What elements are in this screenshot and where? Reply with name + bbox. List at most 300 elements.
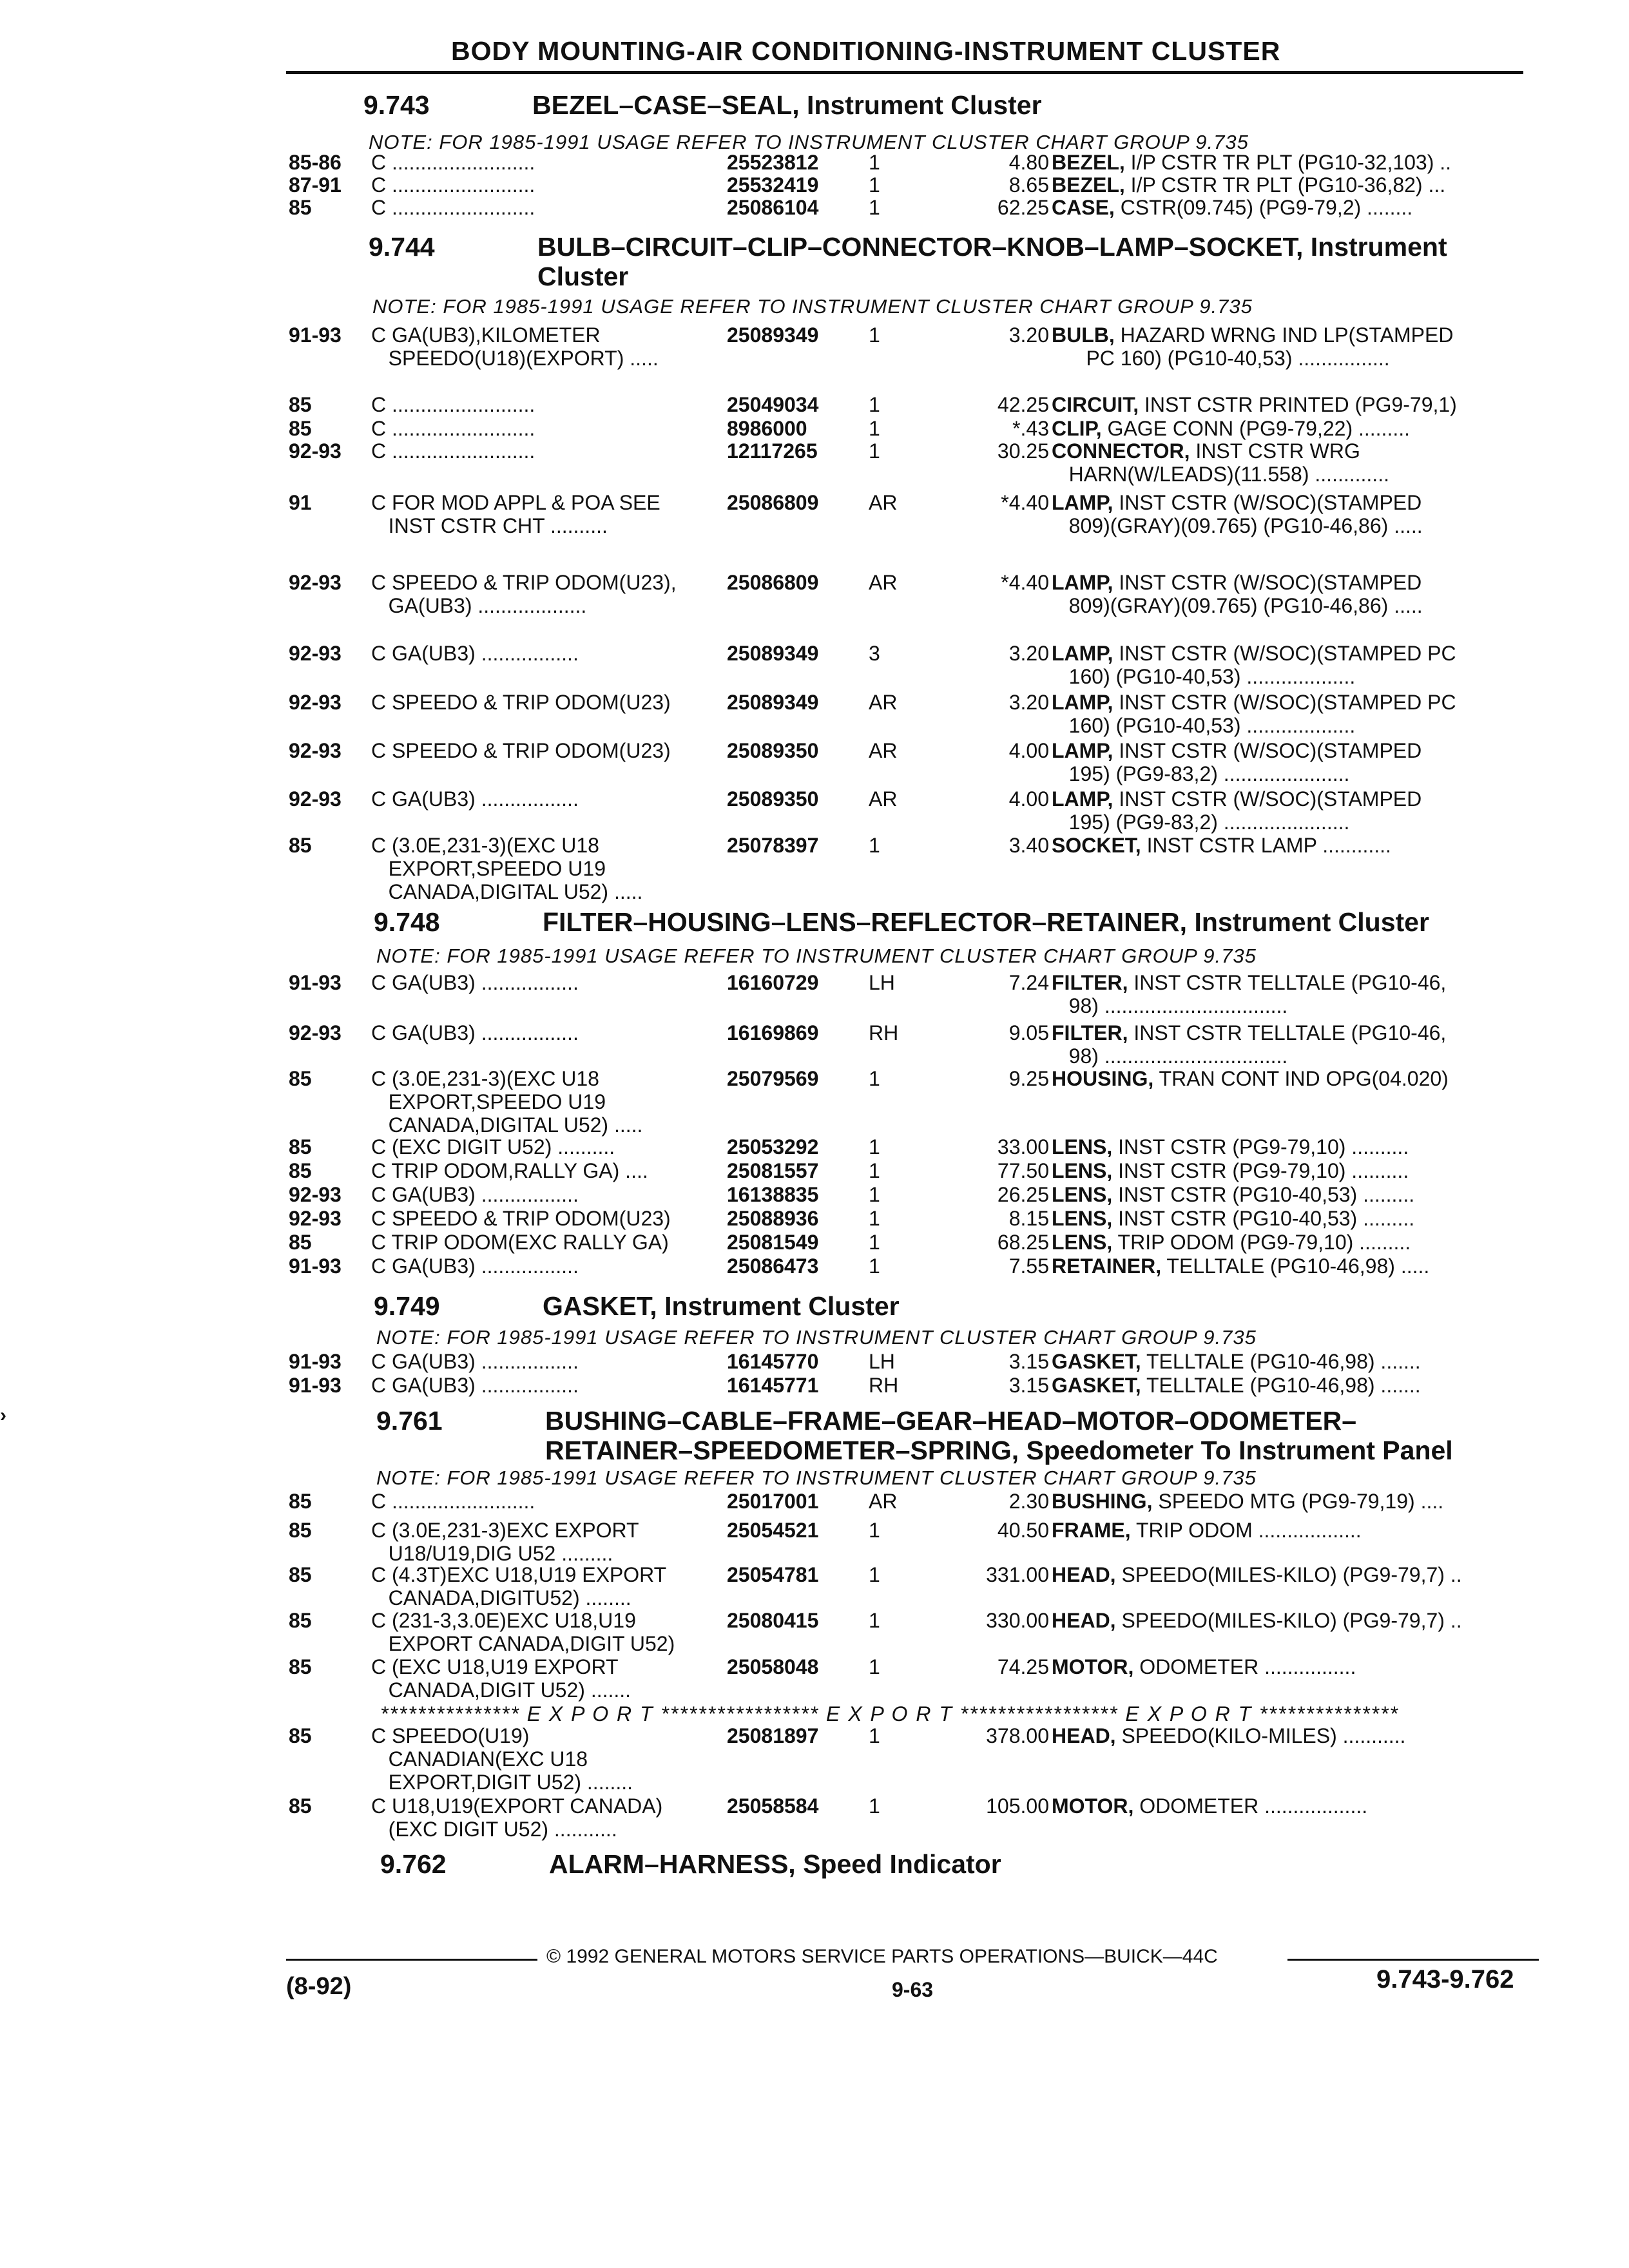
description-text: 195) (PG9-83,2) ...................... [1052, 811, 1350, 834]
part-name: HEAD, [1052, 1724, 1116, 1747]
description-text: INST CSTR (PG9-79,10) .......... [1118, 1159, 1409, 1182]
price: *4.40 [1001, 491, 1049, 514]
price: 4.80 [1008, 151, 1049, 174]
section-title: BEZEL–CASE–SEAL, Instrument Cluster [532, 90, 1042, 120]
section-note: NOTE: FOR 1985-1991 USAGE REFER TO INSTRUMENT CLUSTER CHART GROUP 9.735 [372, 295, 1253, 318]
usage-description [371, 196, 535, 219]
usage-line: C GA(UB3),KILOMETER [371, 323, 601, 347]
part-name: CIRCUIT, [1052, 393, 1139, 416]
model-year: 85 [289, 1563, 312, 1586]
part-description [1052, 491, 1423, 537]
footer-section-range: 9.743-9.762 [1376, 1965, 1514, 1994]
price: 3.20 [1008, 323, 1049, 347]
part-number: 25086809 [727, 491, 819, 514]
usage-description [371, 691, 671, 714]
footer-rule-left [286, 1959, 537, 1961]
usage-description [371, 1231, 669, 1254]
part-description [1052, 1183, 1414, 1206]
section-number: 9.744 [369, 232, 435, 262]
model-year: 85 [289, 834, 312, 857]
part-number: 25078397 [727, 834, 819, 857]
part-number: 25081549 [727, 1231, 819, 1254]
part-description [1052, 417, 1410, 440]
usage-line: C GA(UB3) ................. [371, 1183, 579, 1206]
part-number: 25058584 [727, 1794, 819, 1818]
part-description [1052, 971, 1446, 1017]
part-name: FILTER, [1052, 1021, 1128, 1044]
price: 42.25 [997, 393, 1049, 416]
usage-line: C SPEEDO & TRIP ODOM(U23) [371, 739, 671, 762]
quantity: 3 [869, 642, 880, 665]
description-text: 98) ................................ [1052, 1044, 1288, 1068]
description-text: 98) ................................ [1052, 994, 1288, 1017]
description-text: INST CSTR (W/SOC)(STAMPED [1119, 739, 1422, 762]
part-description [1052, 1490, 1443, 1513]
part-description [1052, 1254, 1429, 1278]
usage-line: C ......................... [371, 173, 535, 197]
part-name: FRAME, [1052, 1519, 1131, 1542]
section-title: ALARM–HARNESS, Speed Indicator [549, 1849, 1001, 1879]
model-year: 85 [289, 1490, 312, 1513]
description-line [1052, 971, 1446, 994]
usage-line: C GA(UB3) ................. [371, 1021, 579, 1044]
footer-date: (8-92) [286, 1973, 352, 2000]
part-name: GASKET, [1052, 1374, 1141, 1397]
usage-line: (EXC DIGIT U52) ........... [371, 1818, 617, 1841]
description-line [1052, 514, 1423, 537]
quantity: 1 [869, 1207, 880, 1230]
part-description [1052, 1067, 1449, 1090]
description-text: TELLTALE (PG10-46,98) ....... [1146, 1350, 1421, 1373]
usage-line: C ......................... [371, 1490, 535, 1513]
part-number: 25089349 [727, 691, 819, 714]
part-description [1052, 642, 1456, 688]
part-description [1052, 1563, 1462, 1586]
usage-description [371, 1519, 639, 1565]
description-text: INST CSTR LAMP ............ [1146, 834, 1391, 857]
usage-line: C ......................... [371, 151, 535, 174]
price: 33.00 [997, 1135, 1049, 1158]
description-line [1052, 1519, 1362, 1542]
description-line [1052, 196, 1412, 219]
usage-description [371, 1067, 642, 1137]
usage-description [371, 491, 660, 537]
description-line [1052, 1794, 1367, 1818]
part-name: HEAD, [1052, 1609, 1116, 1632]
description-line [1052, 1067, 1449, 1090]
description-line [1052, 1350, 1421, 1373]
part-name: LAMP, [1052, 787, 1113, 811]
description-line [1052, 1374, 1421, 1397]
model-year: 85 [289, 196, 312, 219]
description-text: SPEEDO(MILES-KILO) (PG9-79,7) .. [1121, 1563, 1462, 1586]
description-line [1052, 571, 1423, 594]
part-description [1052, 1231, 1411, 1254]
part-name: LAMP, [1052, 571, 1113, 594]
section-title-continued: Cluster [537, 262, 629, 291]
part-number: 25079569 [727, 1067, 819, 1090]
description-line [1052, 665, 1456, 688]
description-text: SPEEDO(KILO-MILES) ........... [1121, 1724, 1406, 1747]
usage-line: EXPORT,SPEEDO U19 [371, 1090, 606, 1113]
description-text: TRIP ODOM .................. [1135, 1519, 1362, 1542]
usage-description [371, 1724, 633, 1794]
quantity: AR [869, 1490, 898, 1513]
usage-line: EXPORT CANADA,DIGIT U52) [371, 1632, 675, 1655]
footer-rule-right [1287, 1959, 1539, 1961]
model-year: 92-93 [289, 1021, 342, 1044]
section-title: BULB–CIRCUIT–CLIP–CONNECTOR–KNOB–LAMP–SOCKET, Instrument [537, 232, 1447, 262]
quantity: 1 [869, 393, 880, 416]
price: 330.00 [986, 1609, 1049, 1632]
part-name: CONNECTOR, [1052, 439, 1190, 463]
usage-description [371, 787, 579, 811]
quantity: 1 [869, 1231, 880, 1254]
model-year: 92-93 [289, 739, 342, 762]
part-description [1052, 1724, 1405, 1747]
model-year: 85 [289, 1655, 312, 1678]
usage-line: INST CSTR CHT .......... [371, 514, 608, 537]
part-description [1052, 787, 1422, 834]
part-description [1052, 1207, 1414, 1230]
usage-line: C (EXC DIGIT U52) .......... [371, 1135, 615, 1158]
part-description [1052, 834, 1391, 857]
model-year: 85 [289, 1519, 312, 1542]
quantity: 1 [869, 1159, 880, 1182]
usage-line: C GA(UB3) ................. [371, 642, 579, 665]
description-line [1052, 439, 1389, 463]
description-text: I/P CSTR TR PLT (PG10-36,82) ... [1130, 173, 1446, 197]
quantity: 1 [869, 151, 880, 174]
description-line [1052, 1254, 1429, 1278]
price: 3.20 [1008, 642, 1049, 665]
part-number: 16145771 [727, 1374, 819, 1397]
part-name: LENS, [1052, 1159, 1113, 1182]
description-line [1052, 1724, 1405, 1747]
description-line [1052, 994, 1446, 1017]
usage-description [371, 151, 535, 174]
part-description [1052, 439, 1389, 486]
part-description [1052, 1655, 1356, 1678]
usage-line: C ......................... [371, 196, 535, 219]
usage-line: C SPEEDO & TRIP ODOM(U23) [371, 691, 671, 714]
description-text: INST CSTR (W/SOC)(STAMPED [1119, 787, 1422, 811]
description-text: TELLTALE (PG10-46,98) ....... [1146, 1374, 1421, 1397]
model-year: 85 [289, 1609, 312, 1632]
quantity: 1 [869, 1135, 880, 1158]
usage-line: CANADA,DIGITU52) ........ [371, 1586, 631, 1610]
part-name: MOTOR, [1052, 1794, 1134, 1818]
usage-line: C GA(UB3) ................. [371, 1374, 579, 1397]
usage-line: C (3.0E,231-3)(EXC U18 [371, 834, 599, 857]
quantity: AR [869, 691, 898, 714]
part-number: 8986000 [727, 417, 807, 440]
price: 4.00 [1008, 739, 1049, 762]
part-name: BUSHING, [1052, 1490, 1153, 1513]
page-title: BODY MOUNTING-AIR CONDITIONING-INSTRUMENT CLUSTER [451, 36, 1281, 66]
part-number: 25054781 [727, 1563, 819, 1586]
usage-line: C GA(UB3) ................. [371, 787, 579, 811]
part-description [1052, 1350, 1421, 1373]
usage-description [371, 1350, 579, 1373]
usage-line: C SPEEDO & TRIP ODOM(U23), [371, 571, 677, 594]
part-name: LAMP, [1052, 691, 1113, 714]
usage-line: C ......................... [371, 439, 535, 463]
price: 4.00 [1008, 787, 1049, 811]
part-number: 25089350 [727, 787, 819, 811]
part-number: 25081897 [727, 1724, 819, 1747]
part-number: 25081557 [727, 1159, 819, 1182]
description-text: ODOMETER ................ [1139, 1655, 1356, 1678]
part-description [1052, 691, 1456, 737]
quantity: 1 [869, 1794, 880, 1818]
usage-line: C GA(UB3) ................. [371, 971, 579, 994]
part-number: 12117265 [727, 439, 818, 463]
price: *4.40 [1001, 571, 1049, 594]
model-year: 85 [289, 1231, 312, 1254]
part-name: LENS, [1052, 1207, 1113, 1230]
price: 3.40 [1008, 834, 1049, 857]
part-name: LAMP, [1052, 739, 1113, 762]
description-line [1052, 1207, 1414, 1230]
price: *.43 [1012, 417, 1049, 440]
description-line [1052, 393, 1457, 416]
description-line [1052, 739, 1422, 762]
section-number: 9.761 [376, 1406, 443, 1436]
description-text: HARN(W/LEADS)(11.558) ............. [1052, 463, 1389, 486]
part-number: 25058048 [727, 1655, 819, 1678]
part-number: 25532419 [727, 173, 819, 197]
quantity: RH [869, 1021, 899, 1044]
description-line [1052, 417, 1410, 440]
part-number: 25086104 [727, 196, 819, 219]
description-text: INST CSTR (W/SOC)(STAMPED [1119, 571, 1422, 594]
description-text: 195) (PG9-83,2) ...................... [1052, 762, 1350, 785]
price: 331.00 [986, 1563, 1049, 1586]
price: 74.25 [997, 1655, 1049, 1678]
part-number: 16160729 [727, 971, 819, 994]
quantity: 1 [869, 1183, 880, 1206]
description-text: INST CSTR (PG10-40,53) ......... [1118, 1207, 1415, 1230]
usage-description [371, 834, 642, 903]
part-number: 25086809 [727, 571, 819, 594]
part-name: GASKET, [1052, 1350, 1141, 1373]
part-number: 25080415 [727, 1609, 819, 1632]
usage-line: CANADA,DIGITAL U52) ..... [371, 880, 643, 903]
part-description [1052, 151, 1451, 174]
section-number: 9.749 [374, 1291, 440, 1321]
usage-line: C (231-3,3.0E)EXC U18,U19 [371, 1609, 636, 1632]
description-line [1052, 1231, 1411, 1254]
usage-description [371, 739, 671, 762]
usage-line: C (4.3T)EXC U18,U19 EXPORT [371, 1563, 667, 1586]
description-line [1052, 323, 1453, 347]
description-text: INST CSTR (W/SOC)(STAMPED PC [1119, 691, 1456, 714]
price: 77.50 [997, 1159, 1049, 1182]
usage-description [371, 1374, 579, 1397]
description-text: INST CSTR TELLTALE (PG10-46, [1133, 971, 1447, 994]
usage-description [371, 642, 579, 665]
description-line [1052, 1044, 1446, 1068]
price: 7.24 [1008, 971, 1049, 994]
usage-line: GA(UB3) ................... [371, 594, 587, 617]
model-year: 85 [289, 1159, 312, 1182]
part-description [1052, 1021, 1446, 1068]
usage-line: CANADA,DIGITAL U52) ..... [371, 1113, 643, 1137]
model-year: 85 [289, 1794, 312, 1818]
model-year: 85 [289, 417, 312, 440]
price: 3.20 [1008, 691, 1049, 714]
part-name: LAMP, [1052, 642, 1113, 665]
model-year: 85 [289, 393, 312, 416]
description-text: CSTR(09.745) (PG9-79,2) ........ [1120, 196, 1413, 219]
quantity: 1 [869, 173, 880, 197]
part-number: 25088936 [727, 1207, 819, 1230]
part-number: 25089349 [727, 642, 819, 665]
price: 7.55 [1008, 1254, 1049, 1278]
model-year: 85 [289, 1724, 312, 1747]
part-name: RETAINER, [1052, 1254, 1162, 1278]
section-heading [374, 907, 1429, 937]
usage-line: C TRIP ODOM(EXC RALLY GA) [371, 1231, 669, 1254]
quantity: 1 [869, 1254, 880, 1278]
part-name: BEZEL, [1052, 151, 1125, 174]
usage-description [371, 1254, 579, 1278]
usage-description [371, 1159, 648, 1182]
part-name: BULB, [1052, 323, 1115, 347]
part-name: LENS, [1052, 1183, 1113, 1206]
part-description [1052, 196, 1412, 219]
part-description [1052, 393, 1457, 416]
description-line [1052, 1021, 1446, 1044]
description-text: TRIP ODOM (PG9-79,10) ......... [1117, 1231, 1411, 1254]
section-note: NOTE: FOR 1985-1991 USAGE REFER TO INSTRUMENT CLUSTER CHART GROUP 9.735 [376, 945, 1257, 967]
usage-description [371, 323, 659, 370]
usage-description [371, 417, 535, 440]
part-name: CLIP, [1052, 417, 1102, 440]
price: 3.15 [1008, 1350, 1049, 1373]
section-heading [363, 90, 1042, 120]
usage-line: C TRIP ODOM,RALLY GA) .... [371, 1159, 648, 1182]
price: 30.25 [997, 439, 1049, 463]
quantity: 1 [869, 196, 880, 219]
model-year: 85 [289, 1067, 312, 1090]
description-text: INST CSTR PRINTED (PG9-79,1) [1144, 393, 1457, 416]
usage-description [371, 1490, 535, 1513]
usage-line: C U18,U19(EXPORT CANADA) [371, 1794, 663, 1818]
part-description [1052, 1794, 1367, 1818]
price: 9.25 [1008, 1067, 1049, 1090]
description-line [1052, 1563, 1462, 1586]
section-title: GASKET, Instrument Cluster [543, 1291, 900, 1321]
quantity: AR [869, 787, 898, 811]
section-heading [376, 1406, 1453, 1465]
part-number: 25053292 [727, 1135, 819, 1158]
part-number: 16138835 [727, 1183, 819, 1206]
part-number: 25089350 [727, 739, 819, 762]
description-text: 809)(GRAY)(09.765) (PG10-46,86) ..... [1052, 594, 1423, 617]
description-text: INST CSTR (W/SOC)(STAMPED [1119, 491, 1422, 514]
description-line [1052, 834, 1391, 857]
part-number: 16145770 [727, 1350, 819, 1373]
quantity: 1 [869, 439, 880, 463]
description-line [1052, 173, 1445, 197]
part-name: MOTOR, [1052, 1655, 1134, 1678]
quantity: 1 [869, 834, 880, 857]
section-note: NOTE: FOR 1985-1991 USAGE REFER TO INSTRUMENT CLUSTER CHART GROUP 9.735 [376, 1326, 1257, 1349]
part-name: CASE, [1052, 196, 1115, 219]
section-note: NOTE: FOR 1985-1991 USAGE REFER TO INSTRUMENT CLUSTER CHART GROUP 9.735 [376, 1466, 1257, 1489]
price: 26.25 [997, 1183, 1049, 1206]
usage-description [371, 1183, 579, 1206]
part-number: 25049034 [727, 393, 819, 416]
part-description [1052, 323, 1453, 370]
part-number: 25054521 [727, 1519, 819, 1542]
description-text: SPEEDO(MILES-KILO) (PG9-79,7) .. [1121, 1609, 1462, 1632]
part-name: LAMP, [1052, 491, 1113, 514]
quantity: 1 [869, 1067, 880, 1090]
quantity: 1 [869, 1519, 880, 1542]
description-text: TELLTALE (PG10-46,98) ..... [1166, 1254, 1430, 1278]
quantity: LH [869, 1350, 895, 1373]
usage-line: C FOR MOD APPL & POA SEE [371, 491, 660, 514]
model-year: 85 [289, 1135, 312, 1158]
price: 105.00 [986, 1794, 1049, 1818]
usage-line: C (3.0E,231-3)EXC EXPORT [371, 1519, 639, 1542]
part-number: 16169869 [727, 1021, 819, 1044]
part-description [1052, 1374, 1421, 1397]
usage-description [371, 439, 535, 463]
section-number: 9.743 [363, 90, 430, 120]
usage-description [371, 1135, 615, 1158]
export-divider: *************** E X P O R T ***************** E X P O R T ***************** E X P O R T *************** [380, 1702, 1399, 1725]
part-name: SOCKET, [1052, 834, 1141, 857]
part-number: 25017001 [727, 1490, 819, 1513]
usage-line: C GA(UB3) ................. [371, 1350, 579, 1373]
price: 40.50 [997, 1519, 1049, 1542]
description-line [1052, 642, 1456, 665]
model-year: 92-93 [289, 787, 342, 811]
part-description [1052, 739, 1422, 785]
description-text: I/P CSTR TR PLT (PG10-32,103) .. [1130, 151, 1452, 174]
quantity: RH [869, 1374, 899, 1397]
usage-line: EXPORT,DIGIT U52) ........ [371, 1771, 633, 1794]
usage-description [371, 571, 677, 617]
quantity: 1 [869, 417, 880, 440]
usage-description [371, 393, 535, 416]
usage-description [371, 1655, 631, 1702]
section-heading [369, 232, 1447, 291]
part-number: 25086473 [727, 1254, 819, 1278]
price: 9.05 [1008, 1021, 1049, 1044]
description-text: INST CSTR WRG [1195, 439, 1360, 463]
part-name: BEZEL, [1052, 173, 1125, 197]
description-line [1052, 714, 1456, 737]
part-description [1052, 571, 1423, 617]
description-text: GAGE CONN (PG9-79,22) ......... [1107, 417, 1410, 440]
description-line [1052, 811, 1422, 834]
quantity: AR [869, 491, 898, 514]
section-title: FILTER–HOUSING–LENS–REFLECTOR–RETAINER, Instrument Cluster [543, 907, 1429, 937]
footer-copyright: © 1992 GENERAL MOTORS SERVICE PARTS OPERATIONS—BUICK—44C [546, 1946, 1218, 1967]
part-number: 25089349 [727, 323, 819, 347]
description-line [1052, 787, 1422, 811]
description-line [1052, 762, 1422, 785]
description-text: HAZARD WRNG IND LP(STAMPED [1120, 323, 1454, 347]
model-year: 91-93 [289, 1374, 342, 1397]
section-title-continued: RETAINER–SPEEDOMETER–SPRING, Speedometer To Instrument Panel [545, 1436, 1453, 1465]
description-line [1052, 691, 1456, 714]
